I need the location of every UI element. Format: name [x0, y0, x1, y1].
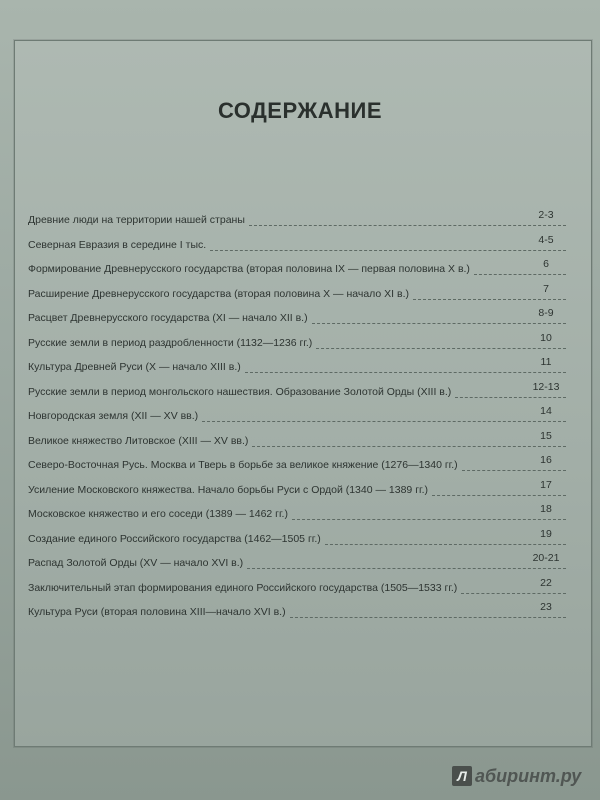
- toc-entry-title: Создание единого Российского государства (1462—1505 гг.): [28, 532, 321, 545]
- toc-leader-line: [290, 617, 566, 618]
- toc-leader-line: [202, 421, 566, 422]
- toc-entry-title: Древние люди на территории нашей страны: [28, 214, 245, 226]
- toc-leader-line: [312, 323, 566, 324]
- toc-entry-title: Усиление Московского княжества. Начало борьбы Руси с Ордой (1340 — 1389 гг.): [28, 483, 428, 496]
- toc-entry-title: Русские земли в период раздробленности (1132—1236 гг.): [28, 336, 313, 349]
- toc-leader-line: [249, 225, 566, 226]
- toc-entry: [28, 404, 580, 429]
- toc-entry-page: 19: [540, 527, 552, 540]
- toc-entry-page: 11: [540, 356, 552, 368]
- toc-entry-page: 22: [540, 576, 552, 589]
- toc-entry: [28, 306, 580, 331]
- toc-entry-page: 6: [543, 258, 549, 270]
- toc-entry: [28, 576, 580, 601]
- toc-leader-line: [462, 470, 566, 471]
- toc-entry-page: 2-3: [538, 209, 554, 221]
- toc-entry: [28, 331, 580, 356]
- toc-entry-title: Новгородская земля (XII — XV вв.): [28, 410, 199, 422]
- toc-entry: [28, 257, 580, 282]
- toc-leader-line: [455, 397, 566, 398]
- toc-entry: [28, 527, 580, 552]
- labirint-logo-icon: Л: [452, 766, 472, 786]
- toc-entry-title: Расширение Древнерусского государства (вторая половина X — начало XI в.): [28, 287, 409, 300]
- toc-entry: [28, 282, 580, 307]
- toc-entry-title: Культура Руси (вторая половина XIII—начало XVI в.): [28, 606, 286, 618]
- toc-entry-title: Расцвет Древнерусского государства (XI — начало XII в.): [28, 312, 308, 324]
- toc-leader-line: [432, 495, 566, 496]
- toc-entry-title: Северо-Восточная Русь. Москва и Тверь в борьбе за великое княжение (1276—1340 гг.): [28, 459, 458, 471]
- toc-entry-title: Культура Древней Руси (X — начало XIII в.): [28, 361, 241, 373]
- toc-entry: [28, 380, 580, 405]
- toc-leader-line: [325, 544, 566, 545]
- toc-leader-line: [247, 568, 566, 569]
- toc-entry-page: 18: [540, 503, 552, 515]
- toc-entry-page: 16: [540, 454, 552, 466]
- watermark-text: абиринт.ру: [475, 765, 582, 786]
- toc-entry-title: Заключительный этап формирования единого Российского государства (1505—1533 гг.): [28, 581, 458, 594]
- toc-entry: [28, 453, 580, 478]
- toc-entry: [28, 478, 580, 503]
- toc-entry: [28, 429, 580, 454]
- toc-entry-page: 8-9: [538, 307, 554, 319]
- toc-entry: [28, 355, 580, 380]
- toc-leader-line: [461, 593, 566, 594]
- toc-entry: [28, 233, 580, 258]
- toc-entry-page: 10: [540, 331, 552, 344]
- toc-entry: [28, 502, 580, 527]
- toc-leader-line: [474, 274, 566, 275]
- toc-entry-title: Распад Золотой Орды (XV — начало XVI в.): [28, 557, 244, 569]
- toc-entry-page: 20-21: [532, 552, 560, 564]
- toc-entry-title: Московское княжество и его соседи (1389 — 1462 гг.): [28, 508, 288, 520]
- labirint-watermark: [452, 764, 581, 788]
- toc-leader-line: [252, 446, 566, 447]
- toc-entry: [28, 600, 580, 625]
- toc-entry-page: 14: [540, 405, 552, 417]
- toc-entry-page: 15: [540, 429, 552, 442]
- page-title: СОДЕРЖАНИЕ: [217, 98, 383, 123]
- toc-leader-line: [316, 348, 566, 349]
- toc-entry: [28, 208, 580, 233]
- toc-entry-page: 23: [540, 601, 552, 613]
- toc-entry-page: 4-5: [538, 233, 554, 246]
- toc-entry-page: 12-13: [532, 380, 560, 393]
- table-of-contents: [28, 208, 580, 625]
- toc-leader-line: [292, 519, 566, 520]
- toc-entry: [28, 551, 580, 576]
- toc-entry-title: Северная Евразия в середине I тыс.: [28, 238, 207, 251]
- toc-entry-page: 17: [540, 478, 552, 491]
- toc-leader-line: [245, 372, 566, 373]
- toc-entry-page: 7: [543, 282, 549, 295]
- toc-leader-line: [413, 299, 566, 300]
- toc-entry-title: Великое княжество Литовское (XIII — XV вв.): [28, 434, 249, 447]
- toc-entry-title: Русские земли в период монгольского нашествия. Образование Золотой Орды (XIII в.): [28, 385, 452, 398]
- toc-entry-title: Формирование Древнерусского государства (вторая половина IX — первая половина X в.): [28, 263, 470, 275]
- toc-leader-line: [210, 250, 566, 251]
